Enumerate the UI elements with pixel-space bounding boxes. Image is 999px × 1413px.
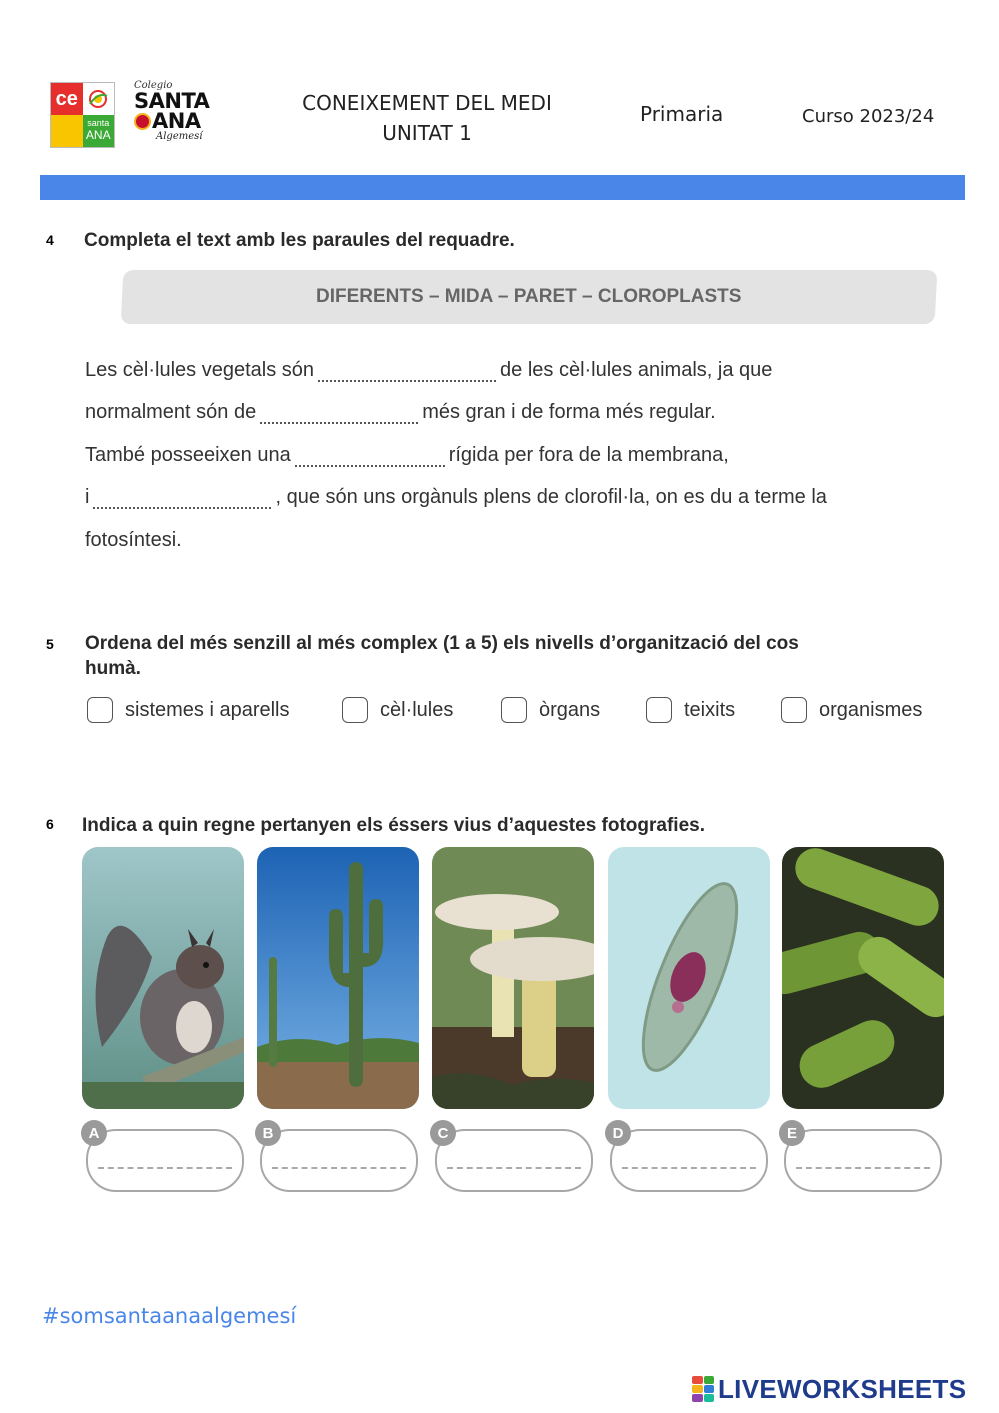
- fill-line-4: i , que són uns orgànuls plens de clorofil·la, on es du a terme la: [85, 486, 827, 508]
- fill-line-5: fotosíntesi.: [85, 529, 182, 551]
- option-sistemes[interactable]: sistemes i aparells: [87, 696, 290, 724]
- paramecium-photo: [608, 847, 770, 1109]
- logo-ana: ANA: [134, 111, 214, 131]
- squirrel-photo: [82, 847, 244, 1109]
- option-cellules[interactable]: cèl·lules: [342, 696, 453, 724]
- order-checkbox[interactable]: [646, 697, 672, 723]
- colegio-santa-ana-logo: [134, 80, 214, 152]
- liveworksheets-icon: [692, 1376, 714, 1402]
- ce-logo-mark: ce: [51, 83, 83, 115]
- page-title: [270, 88, 584, 148]
- order-checkbox[interactable]: [501, 697, 527, 723]
- answer-field-d[interactable]: [608, 1120, 770, 1194]
- answer-field-c[interactable]: [433, 1120, 595, 1194]
- option-organs[interactable]: òrgans: [501, 696, 600, 724]
- ce-santa-ana-logo: [50, 82, 115, 148]
- exercise-5-heading: Ordena del més senzill al més complex (1 a 5) els nivells d’organització del cos humà.: [85, 633, 799, 679]
- blank-input-4[interactable]: [93, 487, 271, 509]
- fill-line-2: normalment són de més gran i de forma més regular.: [85, 401, 716, 423]
- word-bank-text: DIFERENTS – MIDA – PARET – CLOROPLASTS: [316, 286, 742, 307]
- option-organismes[interactable]: organismes: [781, 696, 922, 724]
- exercise-4-heading: Completa el text amb les paraules del requadre.: [84, 230, 515, 251]
- logo-colegio-small: Colegio: [134, 80, 173, 91]
- answer-input[interactable]: [86, 1129, 244, 1192]
- ce-logo-emblem: [83, 83, 115, 115]
- label-badge: C: [430, 1120, 456, 1146]
- label-badge: E: [779, 1120, 805, 1146]
- liveworksheets-logo: [692, 1373, 966, 1405]
- level-label: Primaria: [640, 102, 724, 126]
- label-badge: D: [605, 1120, 631, 1146]
- logo-signature: Algemesí: [156, 131, 203, 142]
- hashtag: #somsantaanaalgemesí: [42, 1304, 297, 1328]
- answer-input[interactable]: [435, 1129, 593, 1192]
- blank-input-2[interactable]: [260, 402, 418, 424]
- order-checkbox[interactable]: [781, 697, 807, 723]
- answer-field-e[interactable]: [782, 1120, 944, 1194]
- cactus-photo: [257, 847, 419, 1109]
- blank-input-1[interactable]: [318, 360, 496, 382]
- header-divider-bar: [40, 175, 965, 200]
- logo-santa: SANTA: [134, 89, 210, 113]
- unit-title: UNITAT 1: [382, 121, 472, 145]
- mushroom-photo: [432, 847, 594, 1109]
- ce-logo-text: santa ANA: [83, 115, 115, 147]
- fill-line-3: També posseeixen una rígida per fora de la membrana,: [85, 444, 729, 466]
- blank-input-3[interactable]: [295, 445, 445, 467]
- label-badge: B: [255, 1120, 281, 1146]
- exercise-5-number: 5: [46, 636, 54, 652]
- liveworksheets-text: LIVEWORKSHEETS: [718, 1373, 967, 1404]
- crest-icon: [134, 113, 151, 130]
- answer-field-a[interactable]: [84, 1120, 246, 1194]
- fill-line-1: Les cèl·lules vegetals són de les cèl·lules animals, ja que: [85, 359, 773, 381]
- answer-input[interactable]: [610, 1129, 768, 1192]
- course-label: Curso 2023/24: [802, 106, 935, 127]
- answer-input[interactable]: [784, 1129, 942, 1192]
- answer-field-b[interactable]: [258, 1120, 420, 1194]
- subject-title: CONEIXEMENT DEL MEDI: [302, 91, 552, 115]
- answer-input[interactable]: [260, 1129, 418, 1192]
- option-teixits[interactable]: teixits: [646, 696, 735, 724]
- exercise-4-number: 4: [46, 232, 54, 248]
- bacteria-photo: [782, 847, 944, 1109]
- exercise-6-number: 6: [46, 816, 54, 832]
- order-checkbox[interactable]: [342, 697, 368, 723]
- ce-logo-yellow: [51, 115, 83, 147]
- word-bank: [121, 270, 938, 324]
- label-badge: A: [81, 1120, 107, 1146]
- exercise-6-heading: Indica a quin regne pertanyen els éssers vius d’aquestes fotografies.: [82, 815, 705, 836]
- order-checkbox[interactable]: [87, 697, 113, 723]
